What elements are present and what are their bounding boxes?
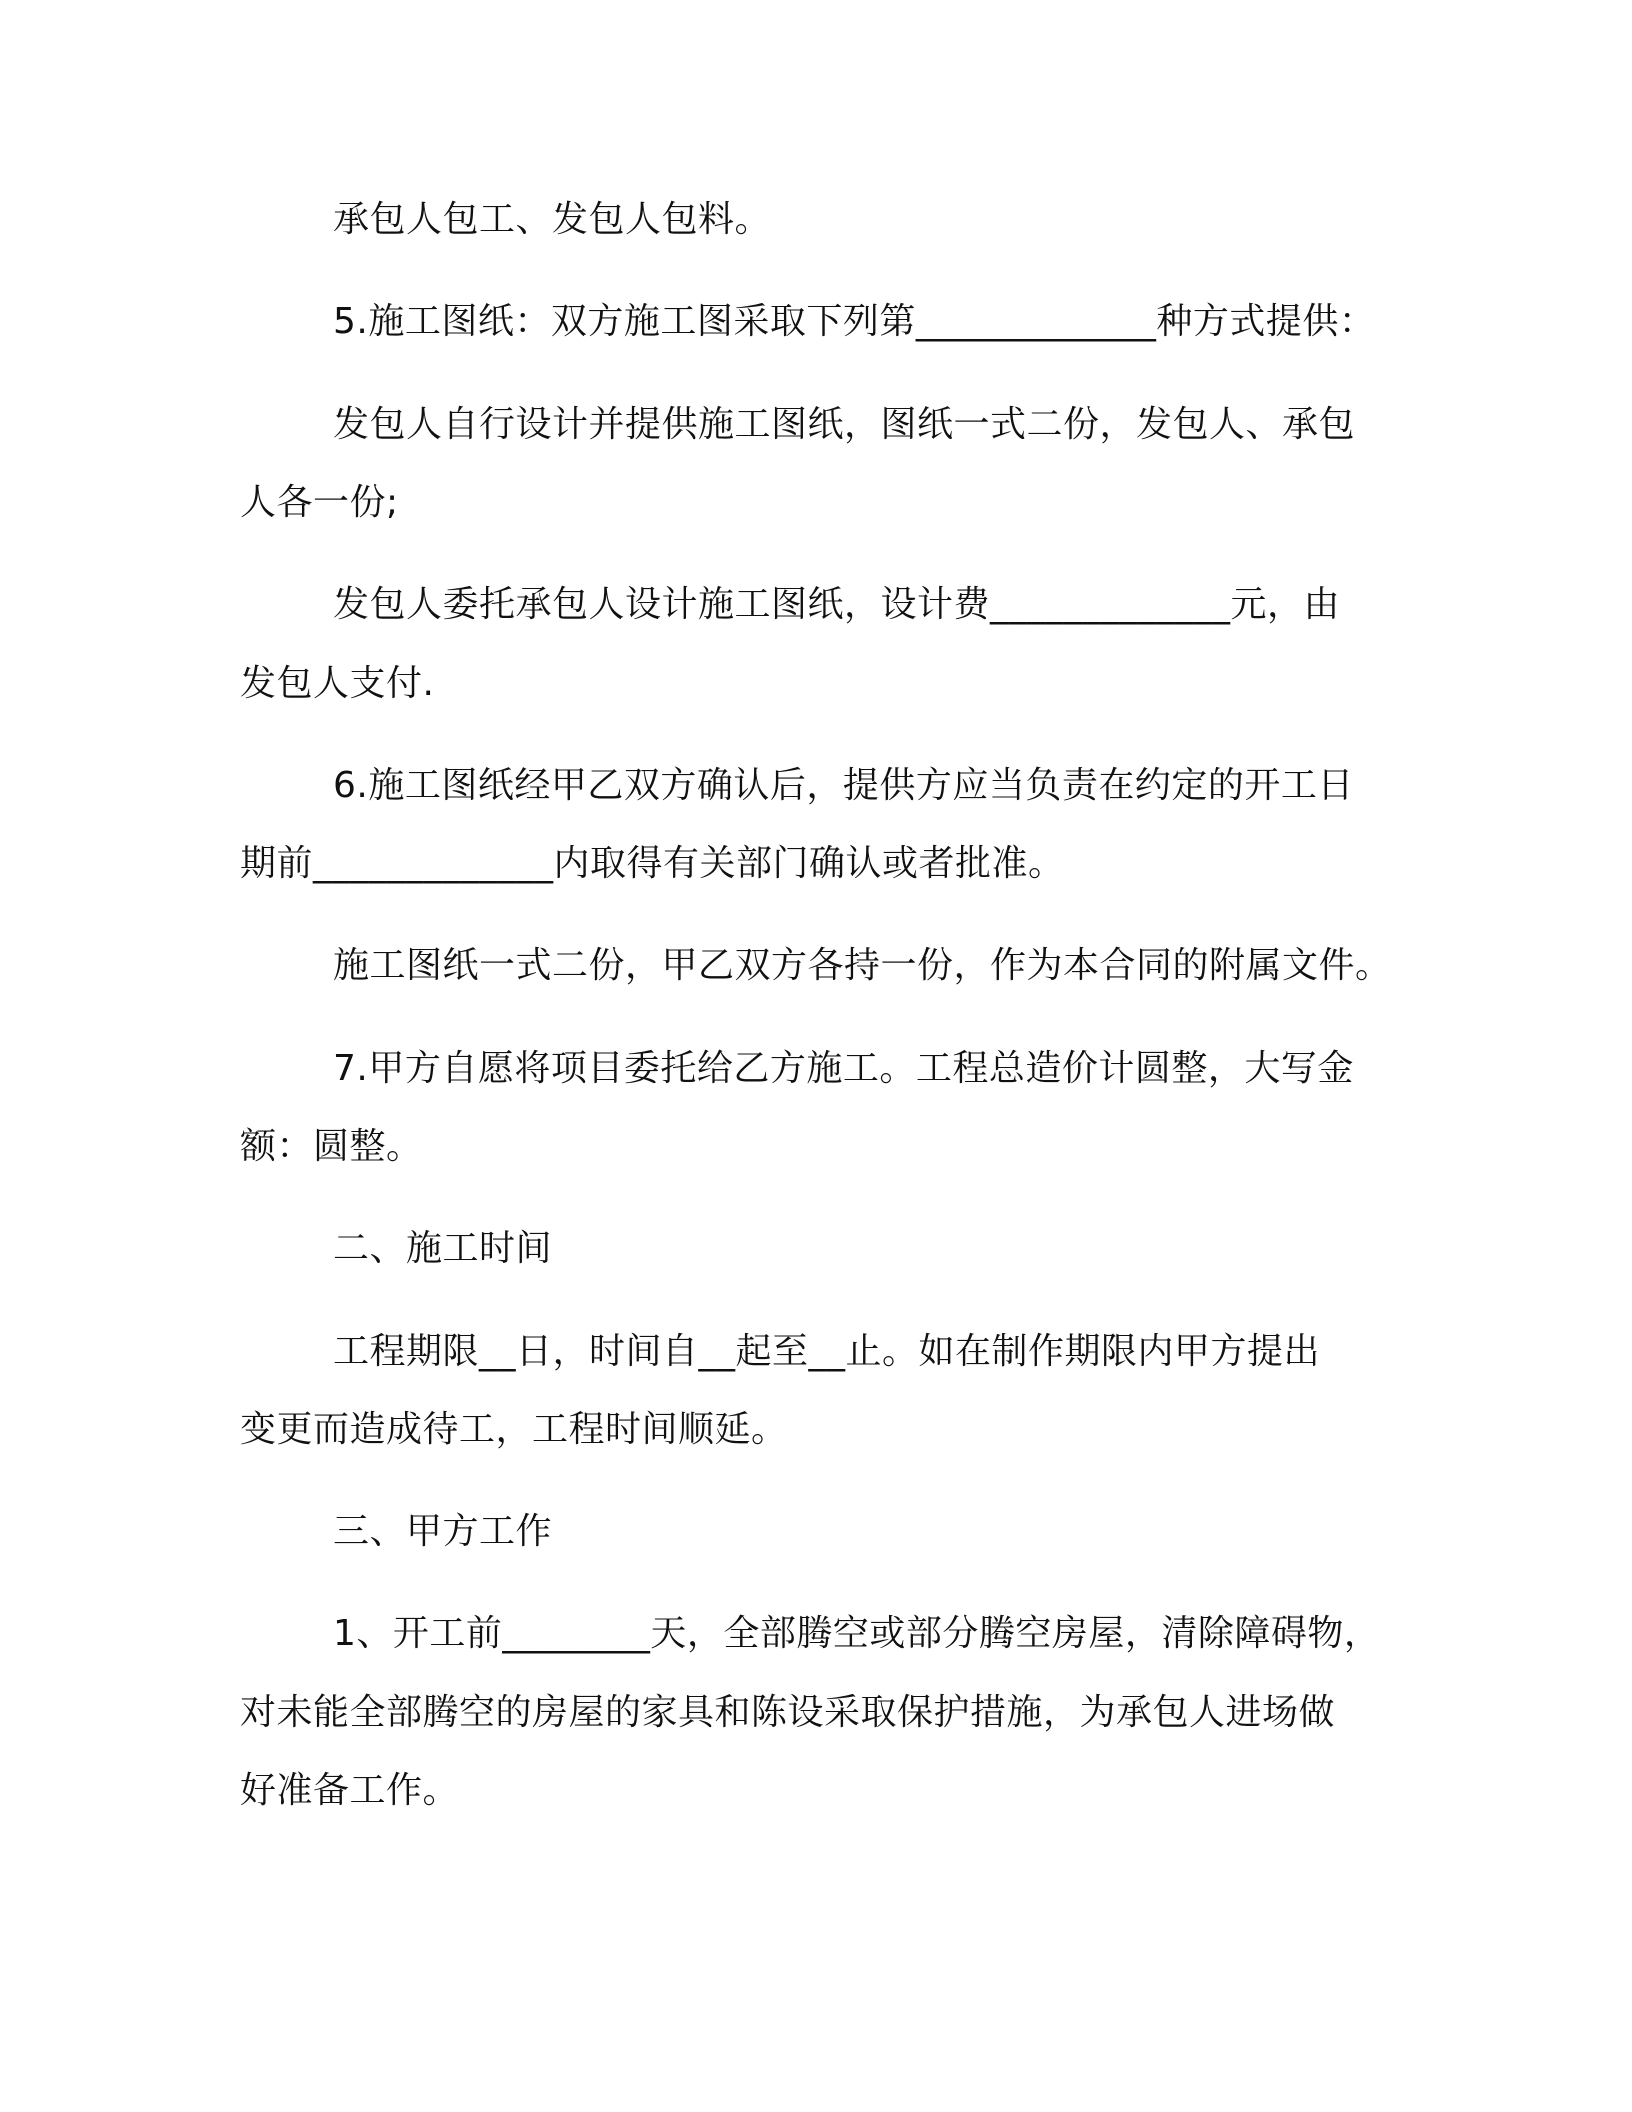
text-line: 7.甲方自愿将项目委托给乙方施工。工程总造价计圆整，大写金 xyxy=(333,1048,1354,1089)
section-heading: 二、施工时间 xyxy=(333,1228,553,1269)
text-line: 施工图纸一式二份，甲乙双方各持一份，作为本合同的附属文件。 xyxy=(333,945,1392,986)
section-heading: 三、甲方工作 xyxy=(333,1511,553,1552)
text-line: 工程期限__日，时间自__起至__止。如在制作期限内甲方提出 xyxy=(333,1331,1321,1372)
text-line: 发包人自行设计并提供施工图纸，图纸一式二份，发包人、承包 xyxy=(333,404,1356,445)
text-line: 发包人支付. xyxy=(240,663,435,704)
text-line: 额：圆整。 xyxy=(240,1126,423,1167)
text-line: 人各一份; xyxy=(240,482,399,523)
text-line: 6.施工图纸经甲乙双方确认后，提供方应当负责在约定的开工日 xyxy=(333,765,1354,806)
text-line: 5.施工图纸：双方施工图采取下列第_____________种方式提供： xyxy=(333,301,1376,342)
text-line: 承包人包工、发包人包料。 xyxy=(333,199,772,240)
text-line: 变更而造成待工，工程时间顺延。 xyxy=(240,1409,788,1450)
text-line: 好准备工作。 xyxy=(240,1770,460,1811)
text-line: 对未能全部腾空的房屋的家具和陈设采取保护措施，为承包人进场做 xyxy=(240,1692,1336,1733)
text-line: 期前_____________内取得有关部门确认或者批准。 xyxy=(240,843,1065,884)
text-line: 发包人委托承包人设计施工图纸，设计费_____________元，由 xyxy=(333,584,1341,625)
text-line: 1、开工前________天，全部腾空或部分腾空房屋，清除障碍物， xyxy=(333,1613,1381,1654)
